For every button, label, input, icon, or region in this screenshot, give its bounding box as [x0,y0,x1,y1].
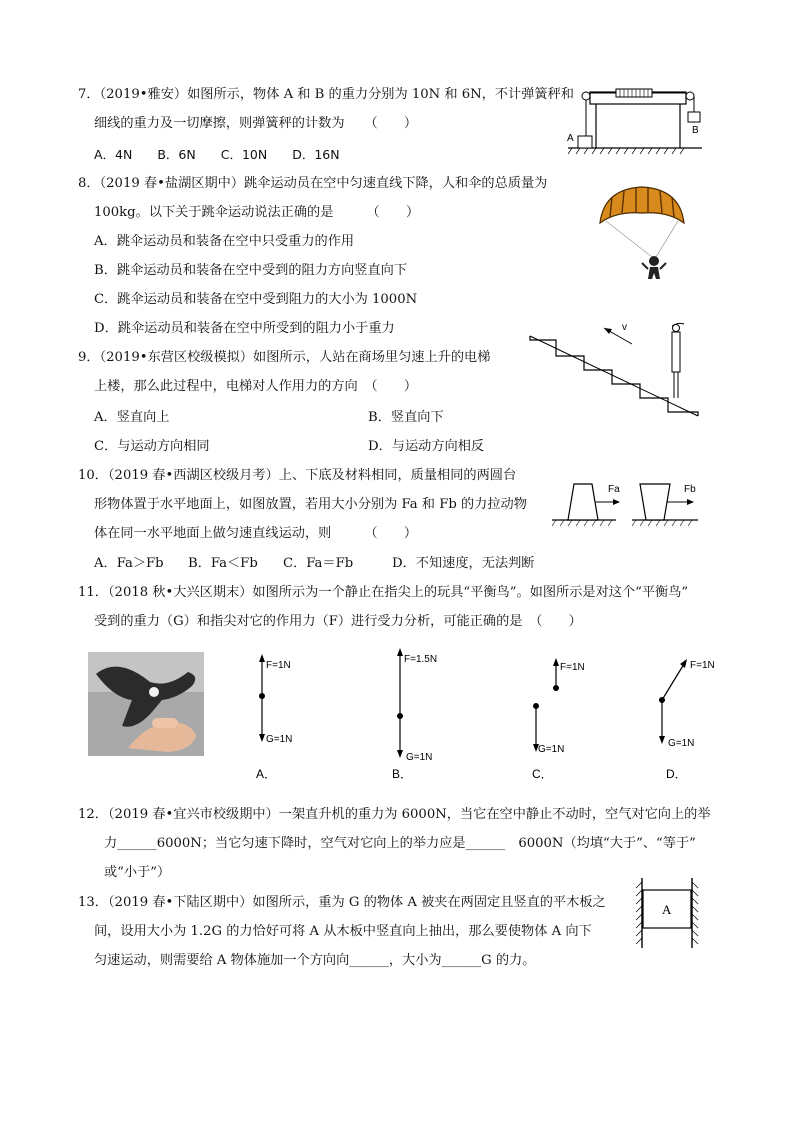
q7-line1: 7．（2019•雅安）如图所示，物体 A 和 B 的重力分别为 10N 和 6N，不计弹簧秤和 [78,87,574,102]
q12-line2: 力______6000N；当它匀速下降时，空气对它向上的举力应是______ 6000N（均填“大于”、“等于” [104,836,696,851]
q8-line1: 8．（2019 春•盐湖区期中）跳伞运动员在空中匀速直线下降，人和伞的总质量为 [78,176,548,191]
q13-line1: 13．（2019 春•下陆区期中）如图所示，重为 G 的物体 A 被夹在两固定且竖直的平木板之 [78,895,606,910]
q10-force-a-label: Fa [608,484,620,495]
q13-line2: 间，设用大小为 1.2G 的力恰好可将 A 从木板中竖直向上抽出，那么要使物体 A 向下 [94,924,592,939]
q11-a-gravity-label: G=1N [266,734,293,745]
q13-line3: 匀速运动，则需要给 A 物体施加一个方向向______，大小为______G 的力。 [94,953,536,968]
q7-options: A．4N B．6N C．10N D．16N [94,147,340,162]
q11-line2: 受到的重力（G）和指尖对它的作用力（F）进行受力分析，可能正确的是 （ ） [94,614,582,629]
q8-option-b: B．跳伞运动员和装备在空中受到的阻力方向竖直向下 [94,263,408,278]
q9-line1: 9．（2019•东营区校级模拟）如图所示，人站在商场里匀速上升的电梯 [78,350,491,365]
q7-figure [562,84,706,156]
q10-frustum-figure [550,478,700,530]
q11-option-a-letter: A． [256,767,277,780]
q8-line2: 100kg。以下关于跳伞运动说法正确的是 （ ） [94,205,420,220]
q9-option-c: C．与运动方向相同 [94,439,210,454]
q11-d-gravity-label: G=1N [668,738,695,749]
q8-option-c: C．跳伞运动员和装备在空中受到阻力的大小为 1000N [94,292,418,307]
q11-c-force-label: F=1N [560,662,585,673]
q7-line2: 细线的重力及一切摩擦，则弹簧秤的计数为 （ ） [94,116,418,131]
q8-option-a: A．跳伞运动员和装备在空中只受重力的作用 [94,234,355,249]
q11-option-d-letter: D． [666,767,687,780]
q11-a-force-label: F=1N [266,660,291,671]
q7-label-b: B [692,125,699,136]
q9-option-b: B．竖直向下 [368,410,444,425]
q10-line1: 10．（2019 春•西湖区校级月考）上、下底及材料相同，质量相同的两圆台 [78,468,517,483]
q9-option-d: D．与运动方向相反 [368,439,485,454]
q7-label-a: A [567,133,574,144]
q11-c-gravity-label: G=1N [538,744,565,755]
q11-line1: 11．（2018 秋•大兴区期末）如图所示为一个静止在指尖上的玩具“平衡鸟”。如图所示是对这个“平衡鸟” [78,585,689,600]
q10-option-d: D．不知速度，无法判断 [392,556,535,571]
q9-velocity-label: v [622,322,627,333]
q10-line2: 形物体置于水平地面上，如图放置，若用大小分别为 Fa 和 Fb 的力拉动物 [94,497,527,512]
q11-option-d-diagram[interactable] [650,650,740,780]
q13-figure [632,876,702,950]
q9-escalator-figure [528,318,700,420]
q9-option-a: A．竖直向上 [94,410,170,425]
q10-option-c: C．Fa＝Fb [283,556,354,571]
q11-b-force-label: F=1.5N [404,654,438,665]
q11-option-c-diagram[interactable] [520,650,610,780]
q11-d-force-label: F=1N [690,660,715,671]
q10-force-b-label: Fb [684,484,696,495]
q12-line3: 或“小于”） [104,865,171,880]
q11-option-c-letter: C． [532,767,553,780]
q12-line1: 12．（2019 春•宜兴市校级期中）一架直升机的重力为 6000N，当它在空中静止不动时，空气对它向上的举 [78,807,711,822]
q9-line2: 上楼，那么此过程中，电梯对人作用力的方向 （ ） [94,379,418,394]
q11-option-b-diagram[interactable] [380,646,460,780]
q11-bird-photo [88,652,204,756]
q8-parachute-figure [596,183,688,291]
q10-option-a: A．Fa＞Fb [94,556,164,571]
q13-block-label: A [662,902,672,917]
q11-b-gravity-label: G=1N [406,752,433,763]
q8-option-d: D．跳伞运动员和装备在空中所受到的阻力小于重力 [94,321,395,336]
q10-line3: 体在同一水平地面上做匀速直线运动，则 （ ） [94,526,418,541]
q11-option-b-letter: B． [392,767,413,780]
q10-option-b: B．Fa＜Fb [188,556,258,571]
q11-option-a-diagram[interactable] [240,650,320,780]
